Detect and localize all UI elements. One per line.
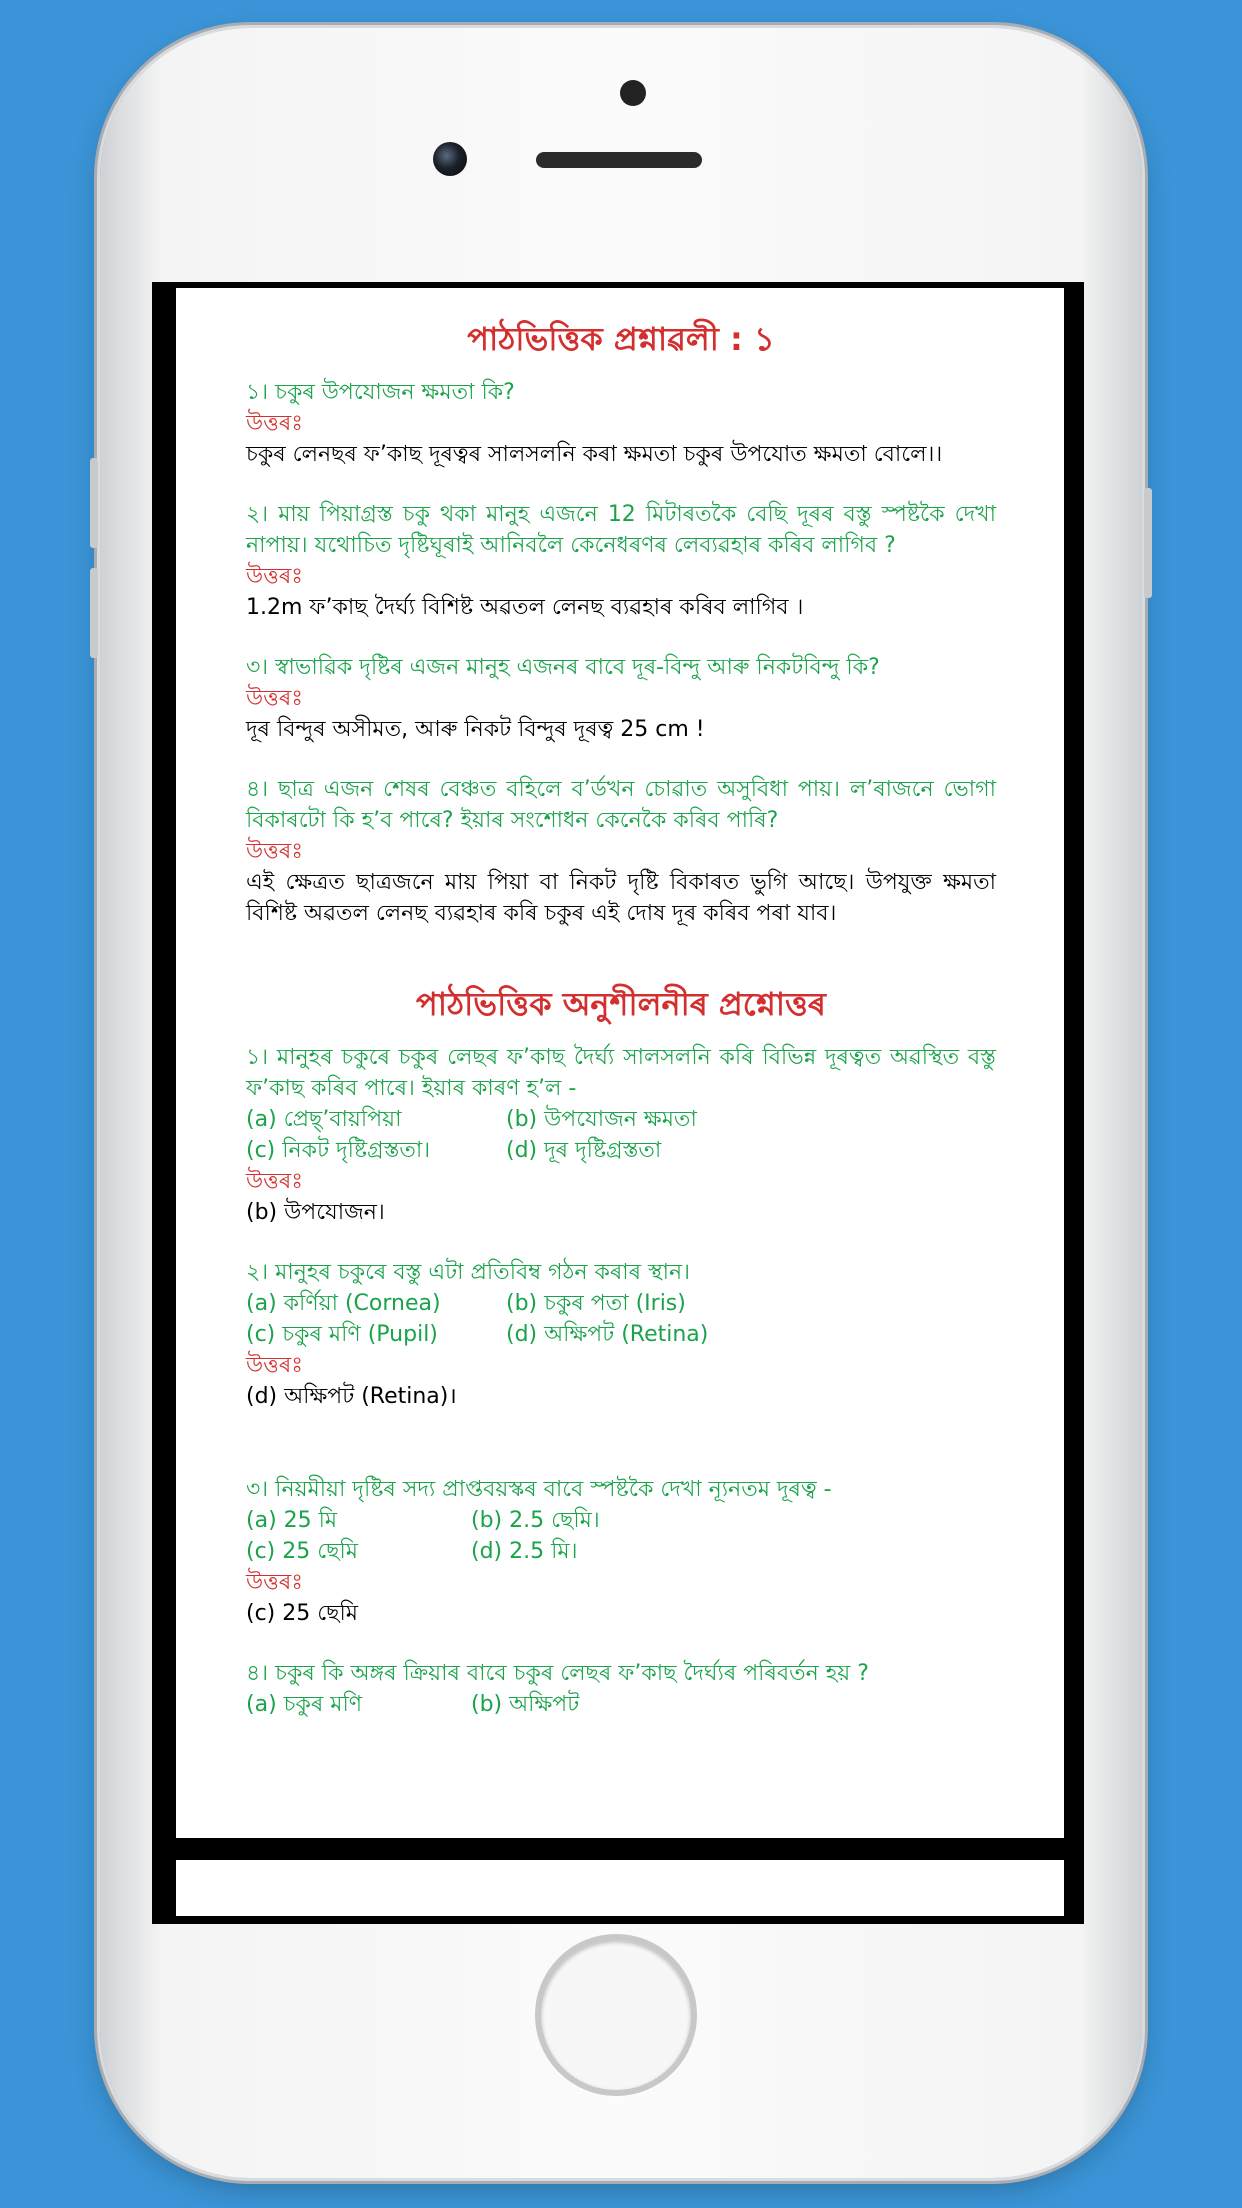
options-row xyxy=(246,1505,996,1536)
option-b: (b) চকুৰ পতা (Iris) xyxy=(506,1291,686,1316)
earpiece-speaker xyxy=(536,152,702,168)
answer-label: উত্তৰঃ xyxy=(246,1169,303,1194)
answer-label: উত্তৰঃ xyxy=(246,1353,303,1378)
option-c: (c) নিকট দৃষ্টিগ্ৰস্ততা। xyxy=(246,1138,431,1163)
option-a: (a) প্ৰেছ্’বায়পিয়া xyxy=(246,1107,402,1132)
section1-title: পাঠভিত্তিক প্ৰশ্নাৱলী : ১ xyxy=(467,320,775,358)
answer-text: এই ক্ষেত্ৰত ছাত্ৰজনে মায় পিয়া বা নিকট দৃষ্টি বিকাৰত ভুগি আছে। উপযুক্ত ক্ষমতা বিশিষ্ট অৱতল লেনছ ব্যৱহাৰ কৰি চকুৰ এই দোষ দূৰ কৰিব পৰা যাব। xyxy=(246,870,996,926)
section2-title: পাঠভিত্তিক অনুশীলনীৰ প্ৰশ্নোত্তৰ xyxy=(416,985,826,1023)
option-d: (d) 2.5 মি। xyxy=(471,1539,578,1564)
options-row xyxy=(246,1319,996,1350)
option-a: (a) 25 মি xyxy=(246,1508,338,1533)
option-a: (a) কৰ্ণিয়া (Cornea) xyxy=(246,1291,441,1316)
answer-label: উত্তৰঃ xyxy=(246,411,303,436)
option-d: (d) অক্ষিপট (Retina) xyxy=(506,1322,709,1347)
home-button[interactable] xyxy=(535,1934,697,2096)
option-c: (c) 25 ছেমি xyxy=(246,1539,359,1564)
volume-button xyxy=(90,568,98,658)
answer-text: দূৰ বিন্দুৰ অসীমত, আৰু নিকট বিন্দুৰ দূৰত্ব 25 cm ! xyxy=(246,717,705,742)
volume-button xyxy=(90,458,98,548)
question-text: ৪। চকুৰ কি অঙ্গৰ ক্ৰিয়াৰ বাবে চকুৰ লেছৰ ফ’কাছ দৈৰ্ঘ্যৰ পৰিবৰ্তন হয় ? xyxy=(246,1661,869,1686)
options-row xyxy=(246,1135,996,1166)
answer-label: উত্তৰঃ xyxy=(246,1570,303,1595)
content-page[interactable] xyxy=(176,288,1064,1838)
proximity-sensor xyxy=(620,80,646,106)
question-text: ৪। ছাত্ৰ এজন শেষৰ বেঞ্চত বহিলে ব’ৰ্ডখন চোৱাত অসুবিধা পায়। ল’ৰাজনে ভোগা বিকাৰটো কি হ’ব পাৰে? ইয়াৰ সংশোধন কেনেকৈ কৰিব পাৰি? xyxy=(246,777,996,833)
content-body xyxy=(246,288,996,1720)
answer-label: উত্তৰঃ xyxy=(246,564,303,589)
front-camera-icon xyxy=(433,142,467,176)
answer-text: (d) অক্ষিপট (Retina)। xyxy=(246,1384,457,1409)
question-text: ২। মানুহৰ চকুৰে বস্তু এটা প্ৰতিবিম্ব গঠন কৰাৰ স্থান। xyxy=(246,1260,690,1285)
option-c: (c) চকুৰ মণি (Pupil) xyxy=(246,1322,438,1347)
question-text: ২। মায় পিয়াগ্ৰস্ত চকু থকা মানুহ এজনে 12 মিটাৰতকৈ বেছি দূৰৰ বস্তু স্পষ্টকৈ দেখা নাপায়। যথোচিত দৃষ্টিঘূৰাই আনিবলৈ কেনেধৰণৰ লেব্যৱহাৰ কৰিব লাগিব ? xyxy=(246,502,996,558)
question-text: ১। চকুৰ উপযোজন ক্ষমতা কি? xyxy=(246,380,515,405)
option-b: (b) অক্ষিপট xyxy=(471,1692,580,1717)
power-button xyxy=(1144,488,1152,598)
answer-text: (b) উপযোজন। xyxy=(246,1200,385,1225)
answer-text: চকুৰ লেনছৰ ফ’কাছ দূৰত্বৰ সালসলনি কৰা ক্ষমতা চকুৰ উপযোত ক্ষমতা বোলে।। xyxy=(246,442,943,467)
question-text: ৩। স্বাভাৱিক দৃষ্টিৰ এজন মানুহ এজনৰ বাবে দূৰ-বিন্দু আৰু নিকটবিন্দু কি? xyxy=(246,655,880,680)
answer-label: উত্তৰঃ xyxy=(246,839,303,864)
option-b: (b) 2.5 ছেমি। xyxy=(471,1508,600,1533)
question-text: ১। মানুহৰ চকুৰে চকুৰ লেছৰ ফ’কাছ দৈৰ্ঘ্য সালসলনি কৰি বিভিন্ন দূৰত্বত অৱস্থিত বস্তু ফ’কাছ কৰিব পাৰে। ইয়াৰ কাৰণ হ’ল - xyxy=(246,1045,996,1101)
option-b: (b) উপযোজন ক্ষমতা xyxy=(506,1107,697,1132)
options-row xyxy=(246,1104,996,1135)
question-text: ৩। নিয়মীয়া দৃষ্টিৰ সদ্য প্ৰাপ্তবয়স্কৰ বাবে স্পষ্টকৈ দেখা ন্যূনতম দূৰত্ব - xyxy=(246,1477,832,1502)
options-row xyxy=(246,1536,996,1567)
option-a: (a) চকুৰ মণি xyxy=(246,1692,363,1717)
option-d: (d) দূৰ দৃষ্টিগ্ৰস্ততা xyxy=(506,1138,662,1163)
phone-screen xyxy=(152,282,1084,1924)
options-row xyxy=(246,1689,996,1720)
answer-label: উত্তৰঃ xyxy=(246,686,303,711)
answer-text: 1.2m ফ’কাছ দৈৰ্ঘ্য বিশিষ্ট অৱতল লেনছ ব্যৱহাৰ কৰিব লাগিব । xyxy=(246,595,804,620)
options-row xyxy=(246,1288,996,1319)
answer-text: (c) 25 ছেমি xyxy=(246,1601,359,1626)
bottom-bar xyxy=(176,1860,1064,1916)
